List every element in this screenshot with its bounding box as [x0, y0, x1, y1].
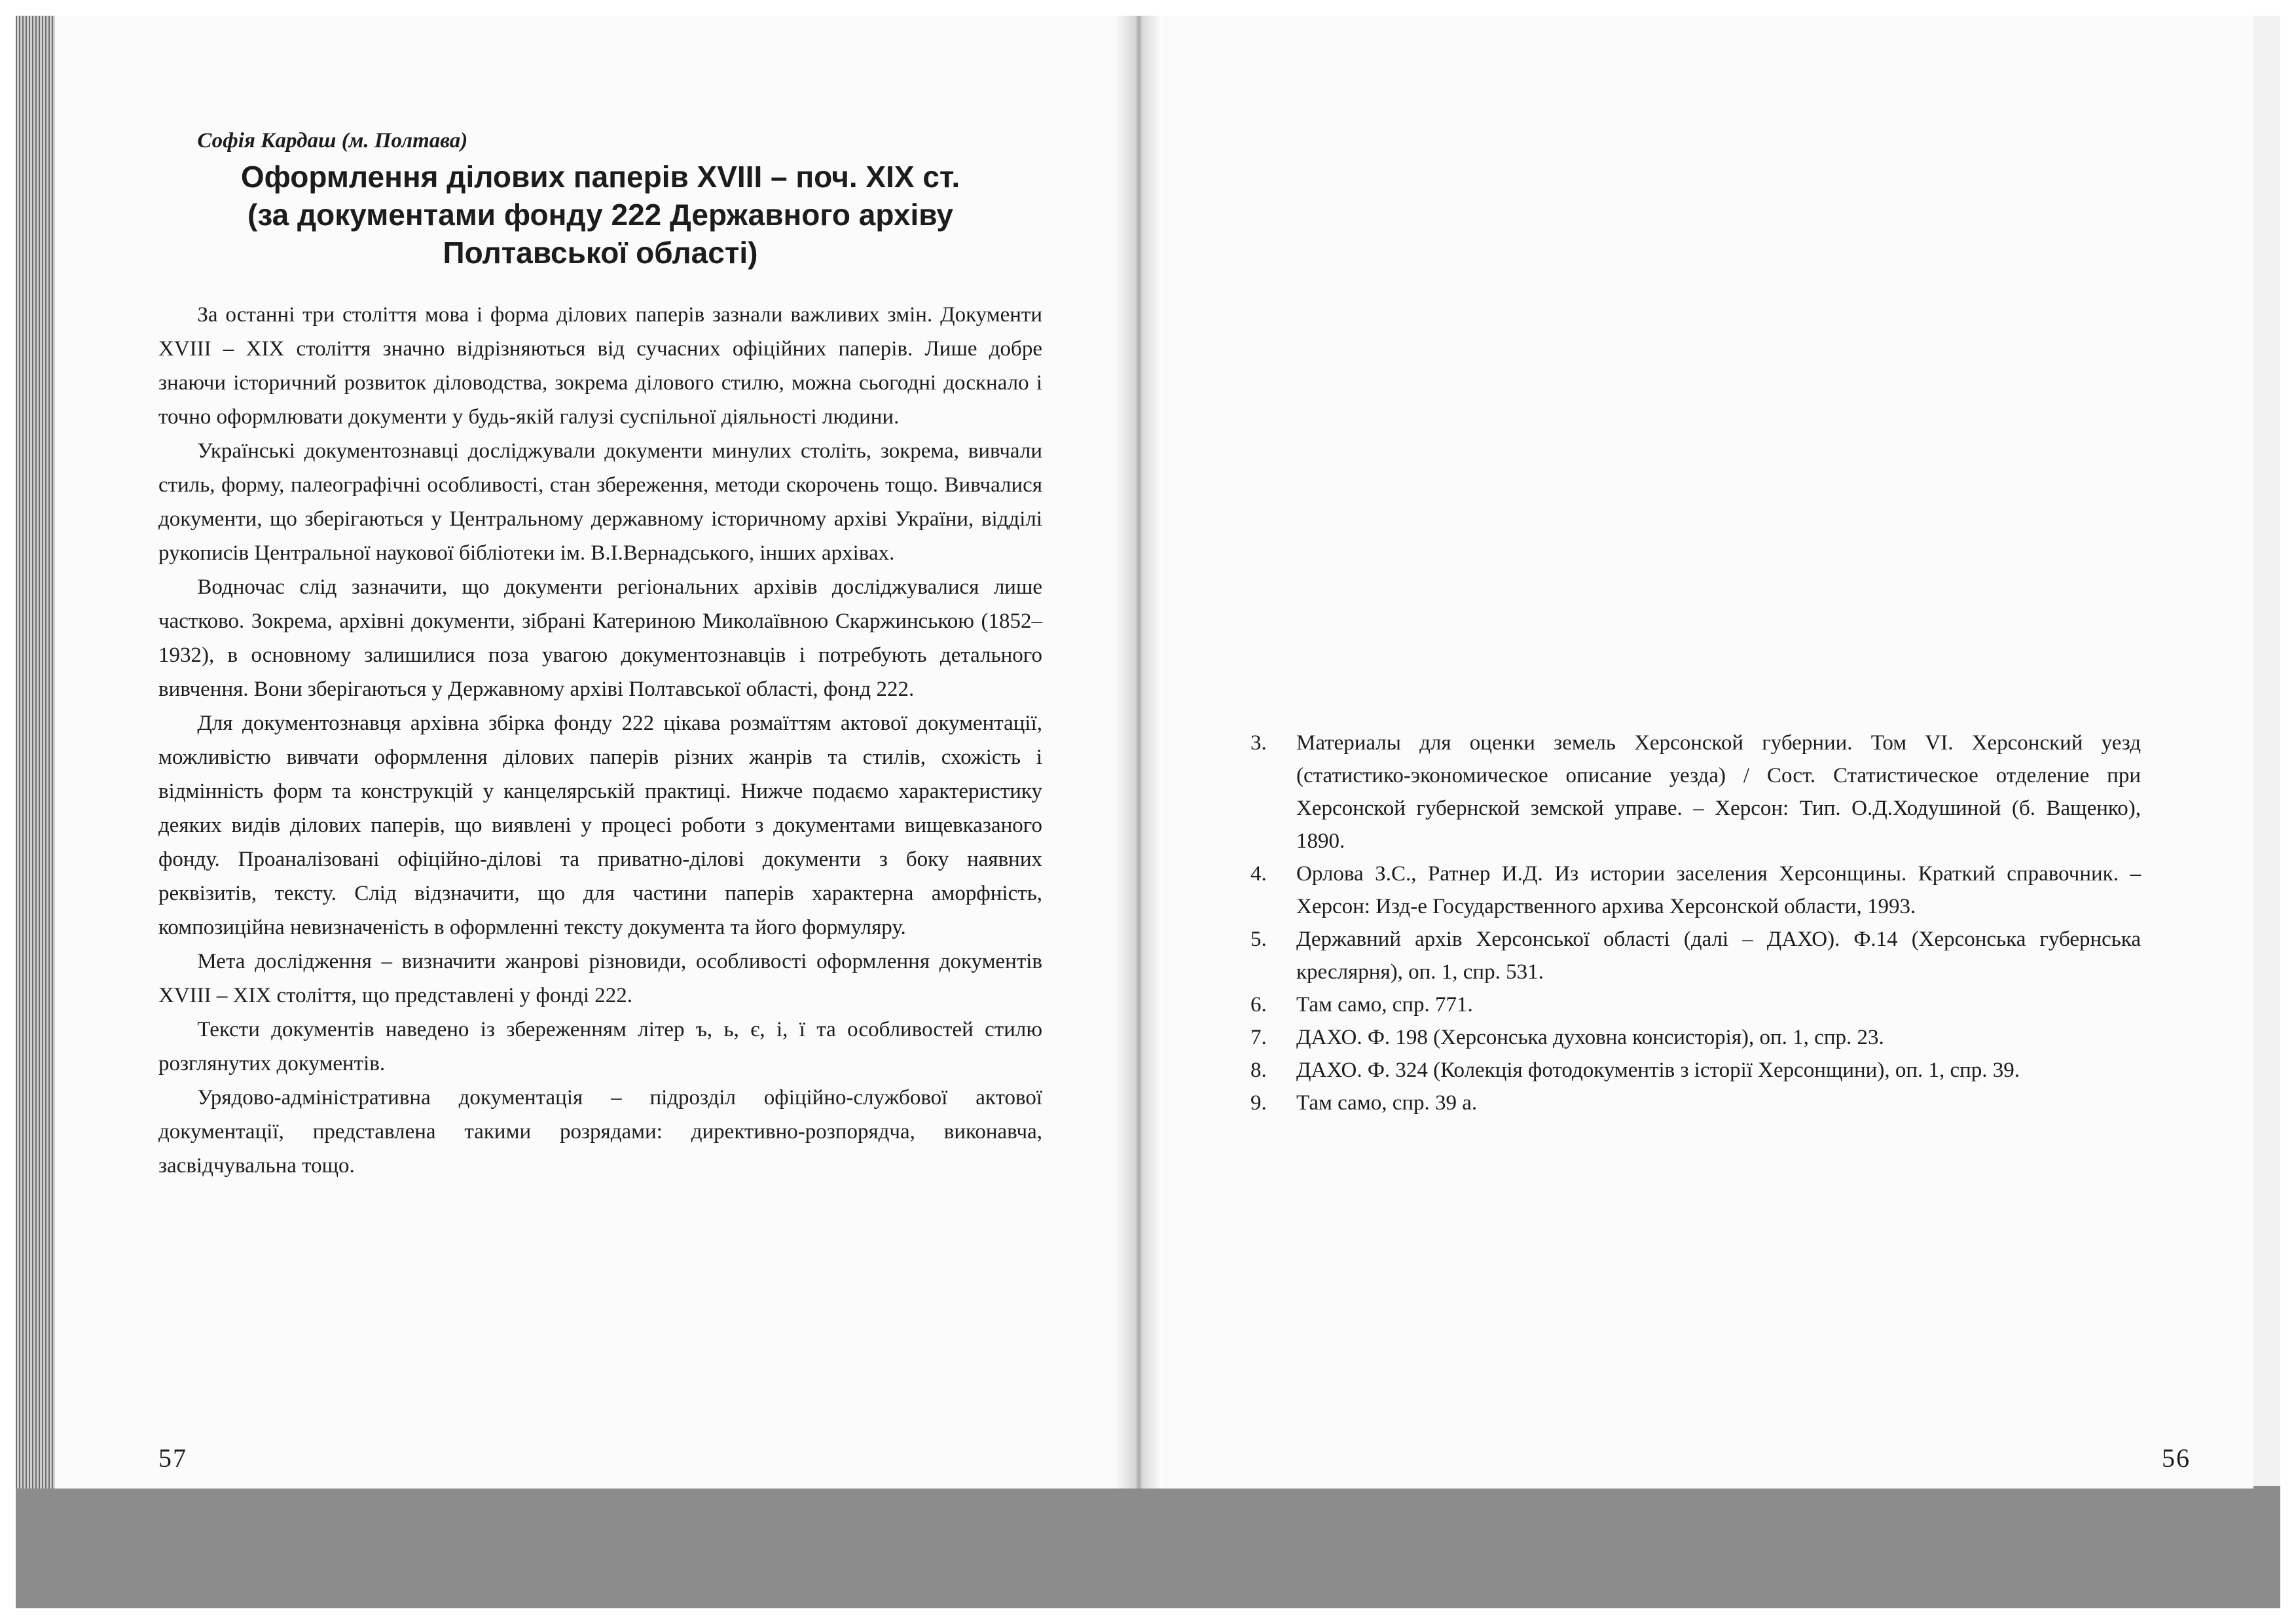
- page-edges: [16, 16, 55, 1489]
- footnotes-list: [1250, 727, 2141, 1119]
- book-page-left: [41, 16, 1127, 1489]
- book-spine: [1113, 16, 1163, 1489]
- footnote-number: 4.: [1250, 862, 1267, 886]
- footnote-number: 6.: [1250, 993, 1267, 1017]
- footnote-number: 9.: [1250, 1091, 1267, 1115]
- body-paragraph: Мета дослідження – визначити жанрові різновиди, особливості оформлення документів XVIII – XIX століття, що представлені у фонді 222.: [158, 950, 1042, 1007]
- scanner-bottom-band: [16, 1486, 2280, 1608]
- footnote-number: 8.: [1250, 1058, 1267, 1082]
- footnote: [1250, 923, 2141, 988]
- footnote-text: ДАХО. Ф. 198 (Херсонська духовна консисторія), оп. 1, спр. 23.: [1296, 1026, 1884, 1049]
- article-author: Софія Кардаш (м. Полтава): [197, 129, 468, 153]
- footnote-number: 7.: [1250, 1026, 1267, 1049]
- footnote-text: Там само, спр. 39 а.: [1296, 1091, 1478, 1115]
- footnote: [1250, 1021, 2141, 1054]
- article: [158, 124, 1042, 1183]
- title-line: Полтавської області): [443, 236, 758, 270]
- body-paragraph: За останні три століття мова і форма ділових паперів зазнали важливих змін. Документи XVIII – XIX століття значно відрізняються від сучасних офіційних паперів. Лише добре знаючи історичний розвиток діловодства, зокрема ділового стилю, можна сьогодні доскнало і точно оформлювати документи у будь-якій галузі суспільної діяльності людини.: [158, 303, 1042, 429]
- footnote: [1250, 988, 2141, 1021]
- page-left-content: [41, 16, 1127, 1489]
- footnote-number: 5.: [1250, 928, 1267, 951]
- footnote-text: Державний архів Херсонської області (далі – ДАХО). Ф.14 (Херсонська губернська креслярня), оп. 1, спр. 531.: [1296, 928, 2141, 984]
- footnote-number: 3.: [1250, 731, 1267, 755]
- footnote: [1250, 857, 2141, 923]
- footnote: [1250, 1054, 2141, 1087]
- page-number: 57: [158, 1443, 187, 1473]
- title-line: (за документами фонду 222 Державного архіву: [247, 198, 953, 232]
- footnote-text: Там само, спр. 771.: [1296, 993, 1473, 1017]
- article-title: [158, 158, 1042, 272]
- body-paragraph: Українські документознавці досліджували документи минулих століть, зокрема, вивчали стиль, форму, палеографічні особливості, стан збереження, методи скорочень тощо. Вивчалися документи, що зберігаються у Центральному державному історичному архіві України, відділі рукописів Центральної наукової бібліотеки ім. В.І.Вернадського, інших архівах.: [158, 439, 1042, 565]
- page-number: 56: [2162, 1443, 2191, 1473]
- footnote: [1250, 727, 2141, 857]
- footnote-text: Орлова З.С., Ратнер И.Д. Из истории заселения Херсонщины. Краткий справочник. – Херсон: Изд-е Государственного архива Херсонской области, 1993.: [1296, 862, 2141, 918]
- footnote-text: ДАХО. Ф. 324 (Колекція фотодокументів з історії Херсонщини), оп. 1, спр. 39.: [1296, 1058, 2020, 1082]
- footnote-text: Материалы для оценки земель Херсонской губернии. Том VI. Херсонский уезд (статистико-экономическое описание уезда) / Сост. Статистическое отделение при Херсонской губернской земской управе. – Херсон: Тип. О.Д.Ходушиной (б. Ващенко), 1890.: [1296, 731, 2141, 853]
- footnote: [1250, 1087, 2141, 1119]
- body-paragraph: Тексти документів наведено із збереженням літер ъ, ь, є, і, ї та особливостей стилю розглянутих документів.: [158, 1018, 1042, 1075]
- body-paragraph: Водночас слід зазначити, що документи регіональних архівів досліджувалися лише частково. Зокрема, архівні документи, зібрані Катериною Миколаївною Скаржинською (1852–1932), в основному залишилися поза увагою документознавців і потребують детального вивчення. Вони зберігаються у Державному архіві Полтавської області, фонд 222.: [158, 575, 1042, 701]
- title-line: Оформлення ділових паперів XVIII – поч. XIX ст.: [240, 160, 960, 194]
- body-paragraph: Для документознавця архівна збірка фонду 222 цікава розмаїттям актової документації, можливістю вивчати оформлення ділових паперів різних жанрів та стилів, схожість і відмінність форм та конструкцій у канцелярській практиці. Нижче подаємо характеристику деяких видів ділових паперів, що виявлені у процесі роботи з документами вищевказаного фонду. Проаналізовані офіційно-ділові та приватно-ділові документи з боку наявних реквізитів, тексту. Слід відзначити, що для частини паперів характерна аморфність, композиційна невизначеність в оформленні тексту документа та його формуляру.: [158, 712, 1042, 939]
- body-paragraph: Урядово-адміністративна документація – підрозділ офіційно-службової актової документації, представлена такими розрядами: директивно-розпорядча, виконавча, засвідчувальна тощо.: [158, 1086, 1042, 1178]
